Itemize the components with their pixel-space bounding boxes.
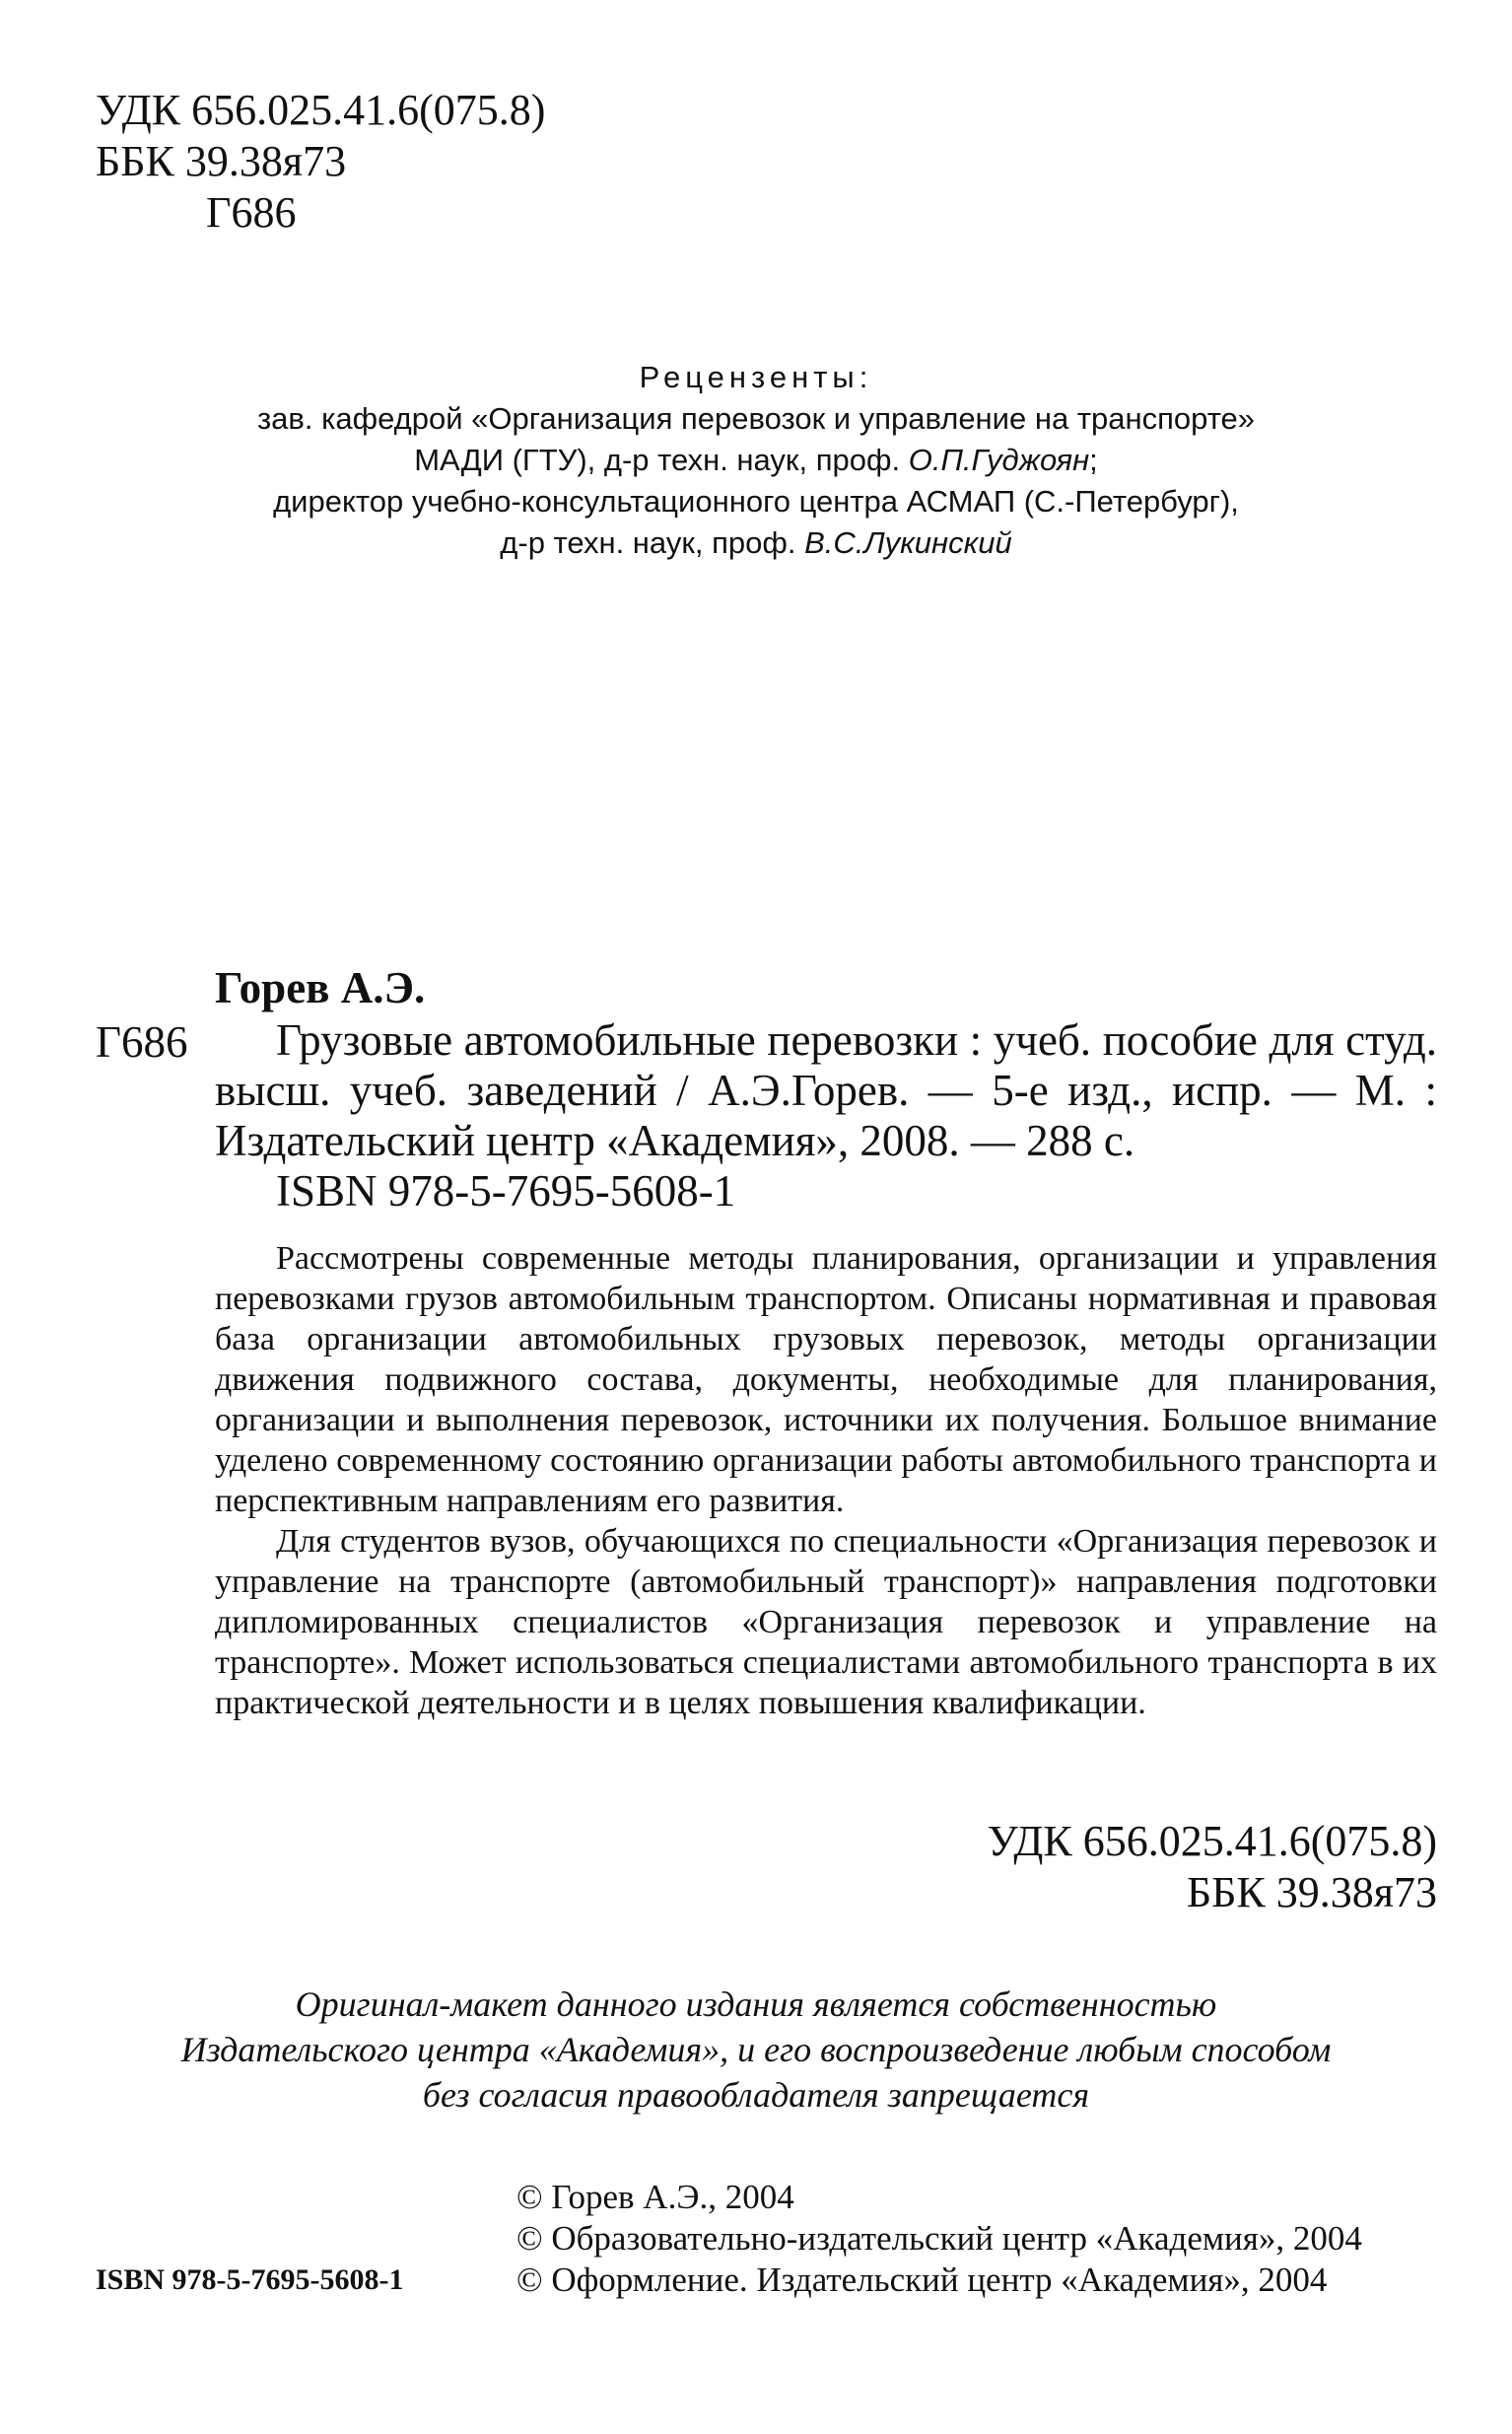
bibliographic-entry — [215, 1015, 1437, 1217]
annotation-paragraph-2: Для студентов вузов, обучающихся по специальности «Организация перевозок и управление на транспорте (автомобильный транспорт)» направления подготовки дипломированных специалистов «Организация перевозок и управление на транспорте». Может использоваться специалистами автомобильного транспорта в их практической деятельности и в целях повышения квалификации. — [215, 1523, 1437, 1721]
udk-code: УДК 656.025.41.6(075.8) — [96, 86, 546, 134]
rights-notice — [0, 1982, 1512, 2118]
entry-line-3: Издательский центр «Академия», 2008. — 288 с. — [215, 1116, 1135, 1165]
rights-line-3: без согласия правообладателя запрещается — [422, 2075, 1090, 2115]
copyright-author: © Горев А.Э., 2004 — [516, 2178, 794, 2216]
reviewers-block — [0, 357, 1512, 564]
bbk-code: ББК 39.38я73 — [96, 137, 347, 185]
reviewer-line-1: зав. кафедрой «Организация перевозок и управление на транспорте» — [256, 401, 1256, 436]
reviewer-line-4-prefix: д-р техн. наук, проф. — [500, 525, 805, 560]
reviewer-line-2-suffix: ; — [1089, 443, 1098, 477]
header-classification — [96, 85, 545, 239]
author-mark: Г686 — [206, 188, 297, 237]
reviewers-title: Рецензенты: — [639, 360, 873, 394]
udk-code-bottom: УДК 656.025.41.6(075.8) — [987, 1817, 1437, 1865]
isbn-footer: ISBN 978-5-7695-5608-1 — [96, 2263, 404, 2296]
reviewer-line-4 — [0, 522, 1512, 564]
entry-isbn: ISBN 978-5-7695-5608-1 — [276, 1166, 736, 1216]
copyright-block — [516, 2177, 1362, 2301]
reviewer-name-1: О.П.Гуджоян — [908, 443, 1090, 477]
annotation — [215, 1238, 1437, 1723]
annotation-paragraph-1: Рассмотрены современные методы планирования, организации и управления перевозками грузов автомобильным транспортом. Описаны нормативная и правовая база организации автомобильных грузовых перевозок, методы организации движения подвижного состава, документы, необходимые для планирования, организации и выполнения перевозок, источники их получения. Большое внимание уделено современному состоянию организации работы автомобильного транспорта и перспективным направлениям его развития. — [215, 1240, 1437, 1519]
entry-code: Г686 — [96, 1017, 188, 1067]
entry-author: Горев А.Э. — [215, 963, 426, 1012]
bbk-code-bottom: ББК 39.38я73 — [1186, 1868, 1437, 1916]
entry-line-2: высш. учеб. заведений / А.Э.Горев. — 5-е изд., испр. — М. : — [215, 1066, 1437, 1115]
reviewer-line-3: директор учебно-консультационного центра АСМАП (С.-Петербург), — [273, 484, 1239, 519]
rights-line-2: Издательского центра «Академия», и его воспроизведение любым способом — [180, 2030, 1332, 2069]
reviewer-line-2 — [0, 440, 1512, 481]
rights-line-1: Оригинал-макет данного издания является собственностью — [295, 1984, 1217, 2024]
copyright-publisher: © Образовательно-издательский центр «Академия», 2004 — [516, 2219, 1362, 2258]
classification-block — [988, 1816, 1437, 1918]
copyright-design: © Оформление. Издательский центр «Академия», 2004 — [516, 2260, 1328, 2299]
entry-line-1: Грузовые автомобильные перевозки : учеб. пособие для студ. — [276, 1015, 1437, 1065]
reviewer-name-2: В.С.Лукинский — [804, 525, 1012, 560]
reviewer-line-2-prefix: МАДИ (ГТУ), д-р техн. наук, проф. — [414, 443, 909, 477]
